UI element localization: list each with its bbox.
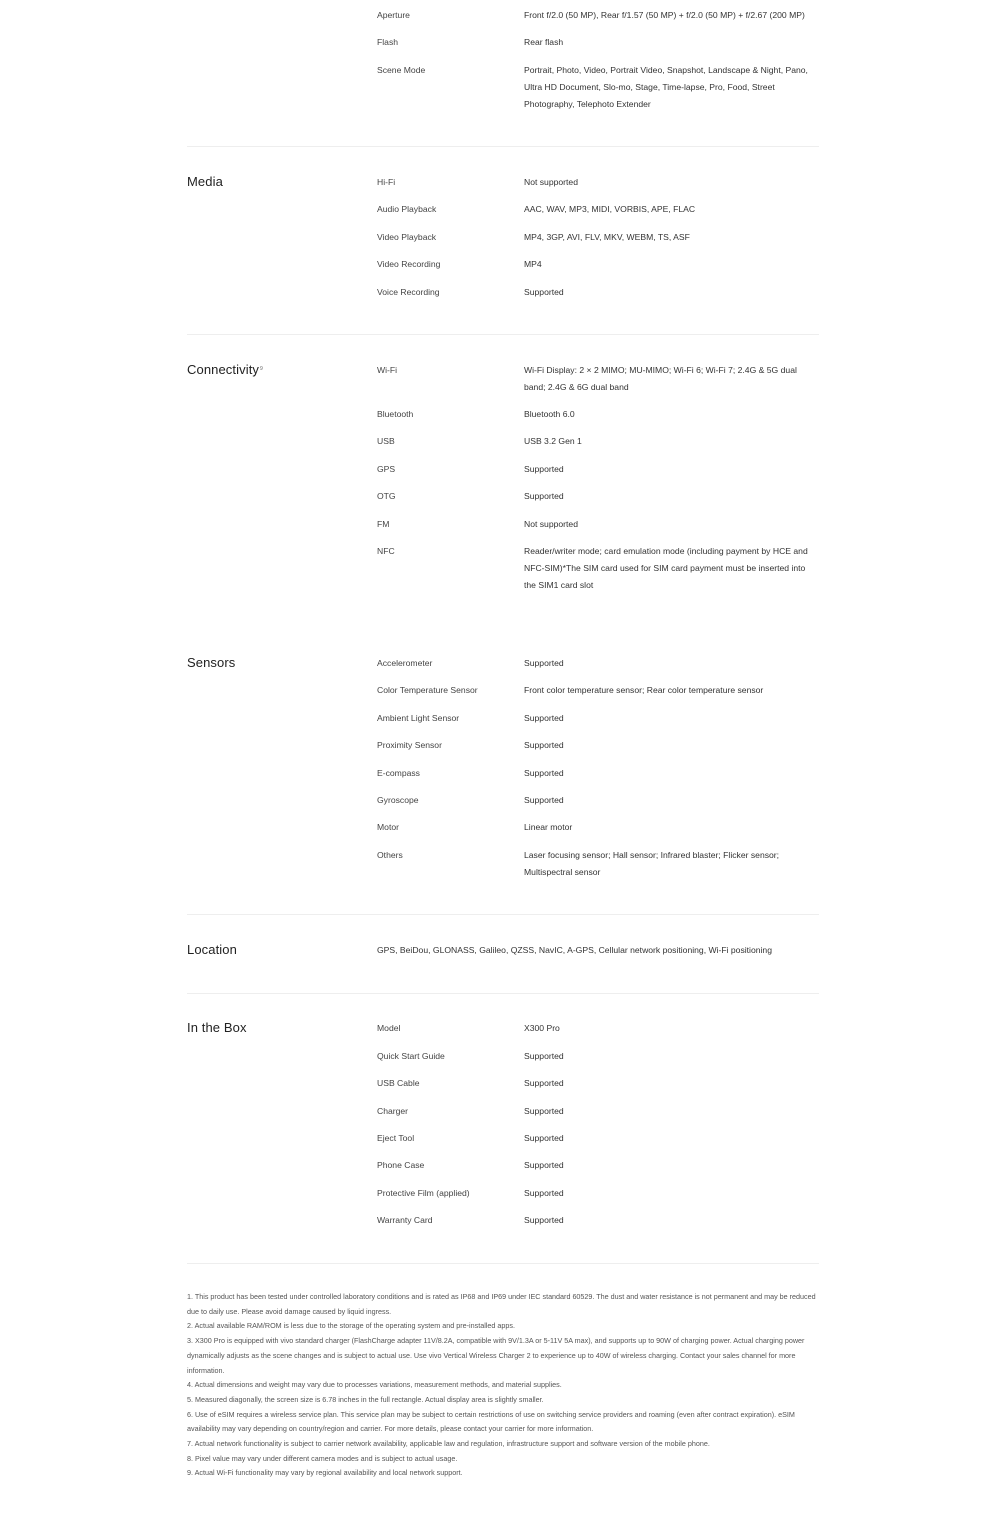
footnote-9: 9. Actual Wi-Fi functionality may vary by regional availability and local network support.	[187, 1468, 463, 1478]
spec-label: Scene Mode	[377, 65, 426, 75]
spec-value: Not supported	[524, 177, 578, 187]
spec-value: MP4	[524, 259, 542, 269]
section-title-media: Media	[187, 174, 223, 189]
spec-value: Rear flash	[524, 37, 564, 47]
spec-label: Video Recording	[377, 259, 441, 269]
section-title-sensors: Sensors	[187, 655, 236, 670]
spec-label: Flash	[377, 37, 399, 47]
spec-label: Quick Start Guide	[377, 1051, 445, 1061]
section-divider	[187, 914, 819, 915]
spec-value: GPS, BeiDou, GLONASS, Galileo, QZSS, NavIC, A-GPS, Cellular network positioning, Wi-Fi positioning	[377, 945, 772, 955]
spec-value: MP4, 3GP, AVI, FLV, MKV, WEBM, TS, ASF	[524, 232, 690, 242]
spec-value: Not supported	[524, 519, 578, 529]
spec-label: Charger	[377, 1106, 409, 1116]
spec-label: Phone Case	[377, 1160, 425, 1170]
spec-value: USB 3.2 Gen 1	[524, 436, 582, 446]
section-divider	[187, 334, 819, 335]
spec-value: Supported	[524, 740, 564, 750]
spec-label: Protective Film (applied)	[377, 1188, 470, 1198]
spec-label: GPS	[377, 464, 396, 474]
spec-label: Voice Recording	[377, 287, 440, 297]
spec-value: Supported	[524, 1215, 564, 1225]
spec-label: Ambient Light Sensor	[377, 713, 460, 723]
spec-value: Supported	[524, 713, 564, 723]
spec-label: Wi-Fi	[377, 365, 398, 375]
spec-value: Supported	[524, 464, 564, 474]
spec-label: Color Temperature Sensor	[377, 685, 478, 695]
section-divider	[187, 993, 819, 994]
spec-value: Supported	[524, 491, 564, 501]
footnote-7: 7. Actual network functionality is subject to carrier network availability, applicable law and regulation, infrastructure support and software version of the mobile phone.	[187, 1439, 710, 1449]
spec-label: Video Playback	[377, 232, 437, 242]
spec-value: Supported	[524, 1078, 564, 1088]
section-divider	[187, 1263, 819, 1264]
footnote-8: 8. Pixel value may vary under different camera modes and is subject to actual usage.	[187, 1453, 458, 1463]
spec-value: Supported	[524, 795, 564, 805]
spec-value: Supported	[524, 1051, 564, 1061]
spec-value: Linear motor	[524, 822, 573, 832]
spec-value: Reader/writer mode; card emulation mode (including payment by HCE and NFC-SIM)*The SIM card used for SIM card payment must be inserted into the SIM1 card slot	[524, 546, 808, 590]
spec-value: Portrait, Photo, Video, Portrait Video, Snapshot, Landscape & Night, Pano, Ultra HD Document, Slo-mo, Stage, Time-lapse, Pro, Food, Street Photography, Telephoto Extender	[524, 65, 808, 109]
spec-value: Supported	[524, 1160, 564, 1170]
spec-label: Hi-Fi	[377, 177, 396, 187]
footnote-marker[interactable]: 9	[260, 366, 263, 372]
spec-label: Model	[377, 1023, 401, 1033]
footnotes	[187, 1290, 819, 1481]
spec-label: OTG	[377, 491, 396, 501]
spec-value: Supported	[524, 768, 564, 778]
spec-value: Bluetooth 6.0	[524, 409, 575, 419]
section-title-connectivity	[187, 362, 263, 377]
spec-value: Laser focusing sensor; Hall sensor; Infrared blaster; Flicker sensor; Multispectral sensor	[524, 850, 780, 877]
spec-value: Supported	[524, 1106, 564, 1116]
spec-label: Aperture	[377, 10, 410, 20]
spec-label: Bluetooth	[377, 409, 414, 419]
footnote-4: 4. Actual dimensions and weight may vary due to processes variations, measurement methods, and material supplies.	[187, 1380, 562, 1390]
spec-label: Accelerometer	[377, 658, 433, 668]
spec-value: AAC, WAV, MP3, MIDI, VORBIS, APE, FLAC	[524, 204, 696, 214]
spec-value: Wi-Fi Display: 2 × 2 MIMO; MU-MIMO; Wi-Fi 6; Wi-Fi 7; 2.4G & 5G dual band; 2.4G & 6G dual band	[524, 365, 797, 392]
spec-value: Supported	[524, 1188, 564, 1198]
spec-label: Others	[377, 850, 403, 860]
spec-label: E-compass	[377, 768, 420, 778]
spec-value: Supported	[524, 1133, 564, 1143]
footnote-3: 3. X300 Pro is equipped with vivo standard charger (FlashCharge adapter 11V/8.2A, compatible with 9V/1.3A or 5-11V 5A max), and supports up to 90W of charging power. Actual charging power dynamically adjusts as the scene changes and is subject to actual use. Use vivo Vertical Wireless Charger 2 to experience up to 40W of wireless charging. Contact your sales channel for more information.	[187, 1336, 805, 1375]
spec-value: Front color temperature sensor; Rear color temperature sensor	[524, 685, 764, 695]
spec-label: Audio Playback	[377, 204, 437, 214]
spec-label: Gyroscope	[377, 795, 419, 805]
spec-label: USB	[377, 436, 395, 446]
spec-value: Front f/2.0 (50 MP), Rear f/1.57 (50 MP) + f/2.0 (50 MP) + f/2.67 (200 MP)	[524, 10, 805, 20]
spec-label: Eject Tool	[377, 1133, 415, 1143]
spec-value: X300 Pro	[524, 1023, 560, 1033]
footnote-1: 1. This product has been tested under controlled laboratory conditions and is rated as IP68 and IP69 under IEC standard 60529. The dust and water resistance is not permanent and may be reduced due to daily use. Please avoid damage caused by liquid ingress.	[187, 1292, 816, 1316]
spec-value: Supported	[524, 658, 564, 668]
spec-label: USB Cable	[377, 1078, 420, 1088]
footnote-2: 2. Actual available RAM/ROM is less due to the storage of the operating system and pre-installed apps.	[187, 1321, 516, 1331]
spec-label: NFC	[377, 546, 395, 556]
spec-value: Supported	[524, 287, 564, 297]
section-title-in-the-box: In the Box	[187, 1020, 247, 1035]
spec-label: Motor	[377, 822, 399, 832]
spec-label: FM	[377, 519, 390, 529]
spec-label: Warranty Card	[377, 1215, 433, 1225]
section-title-location: Location	[187, 942, 237, 957]
spec-label: Proximity Sensor	[377, 740, 442, 750]
footnote-6: 6. Use of eSIM requires a wireless service plan. This service plan may be subject to certain restrictions of use on switching service providers and roaming (even after contract expiration). eSIM availability may vary depending on country/region and carrier. For more details, please contact your carrier for more information.	[187, 1409, 795, 1434]
footnote-5: 5. Measured diagonally, the screen size is 6.78 inches in the full rectangle. Actual display area is slightly smaller.	[187, 1394, 544, 1404]
section-title-text: Connectivity	[187, 362, 260, 377]
section-divider	[187, 146, 819, 147]
